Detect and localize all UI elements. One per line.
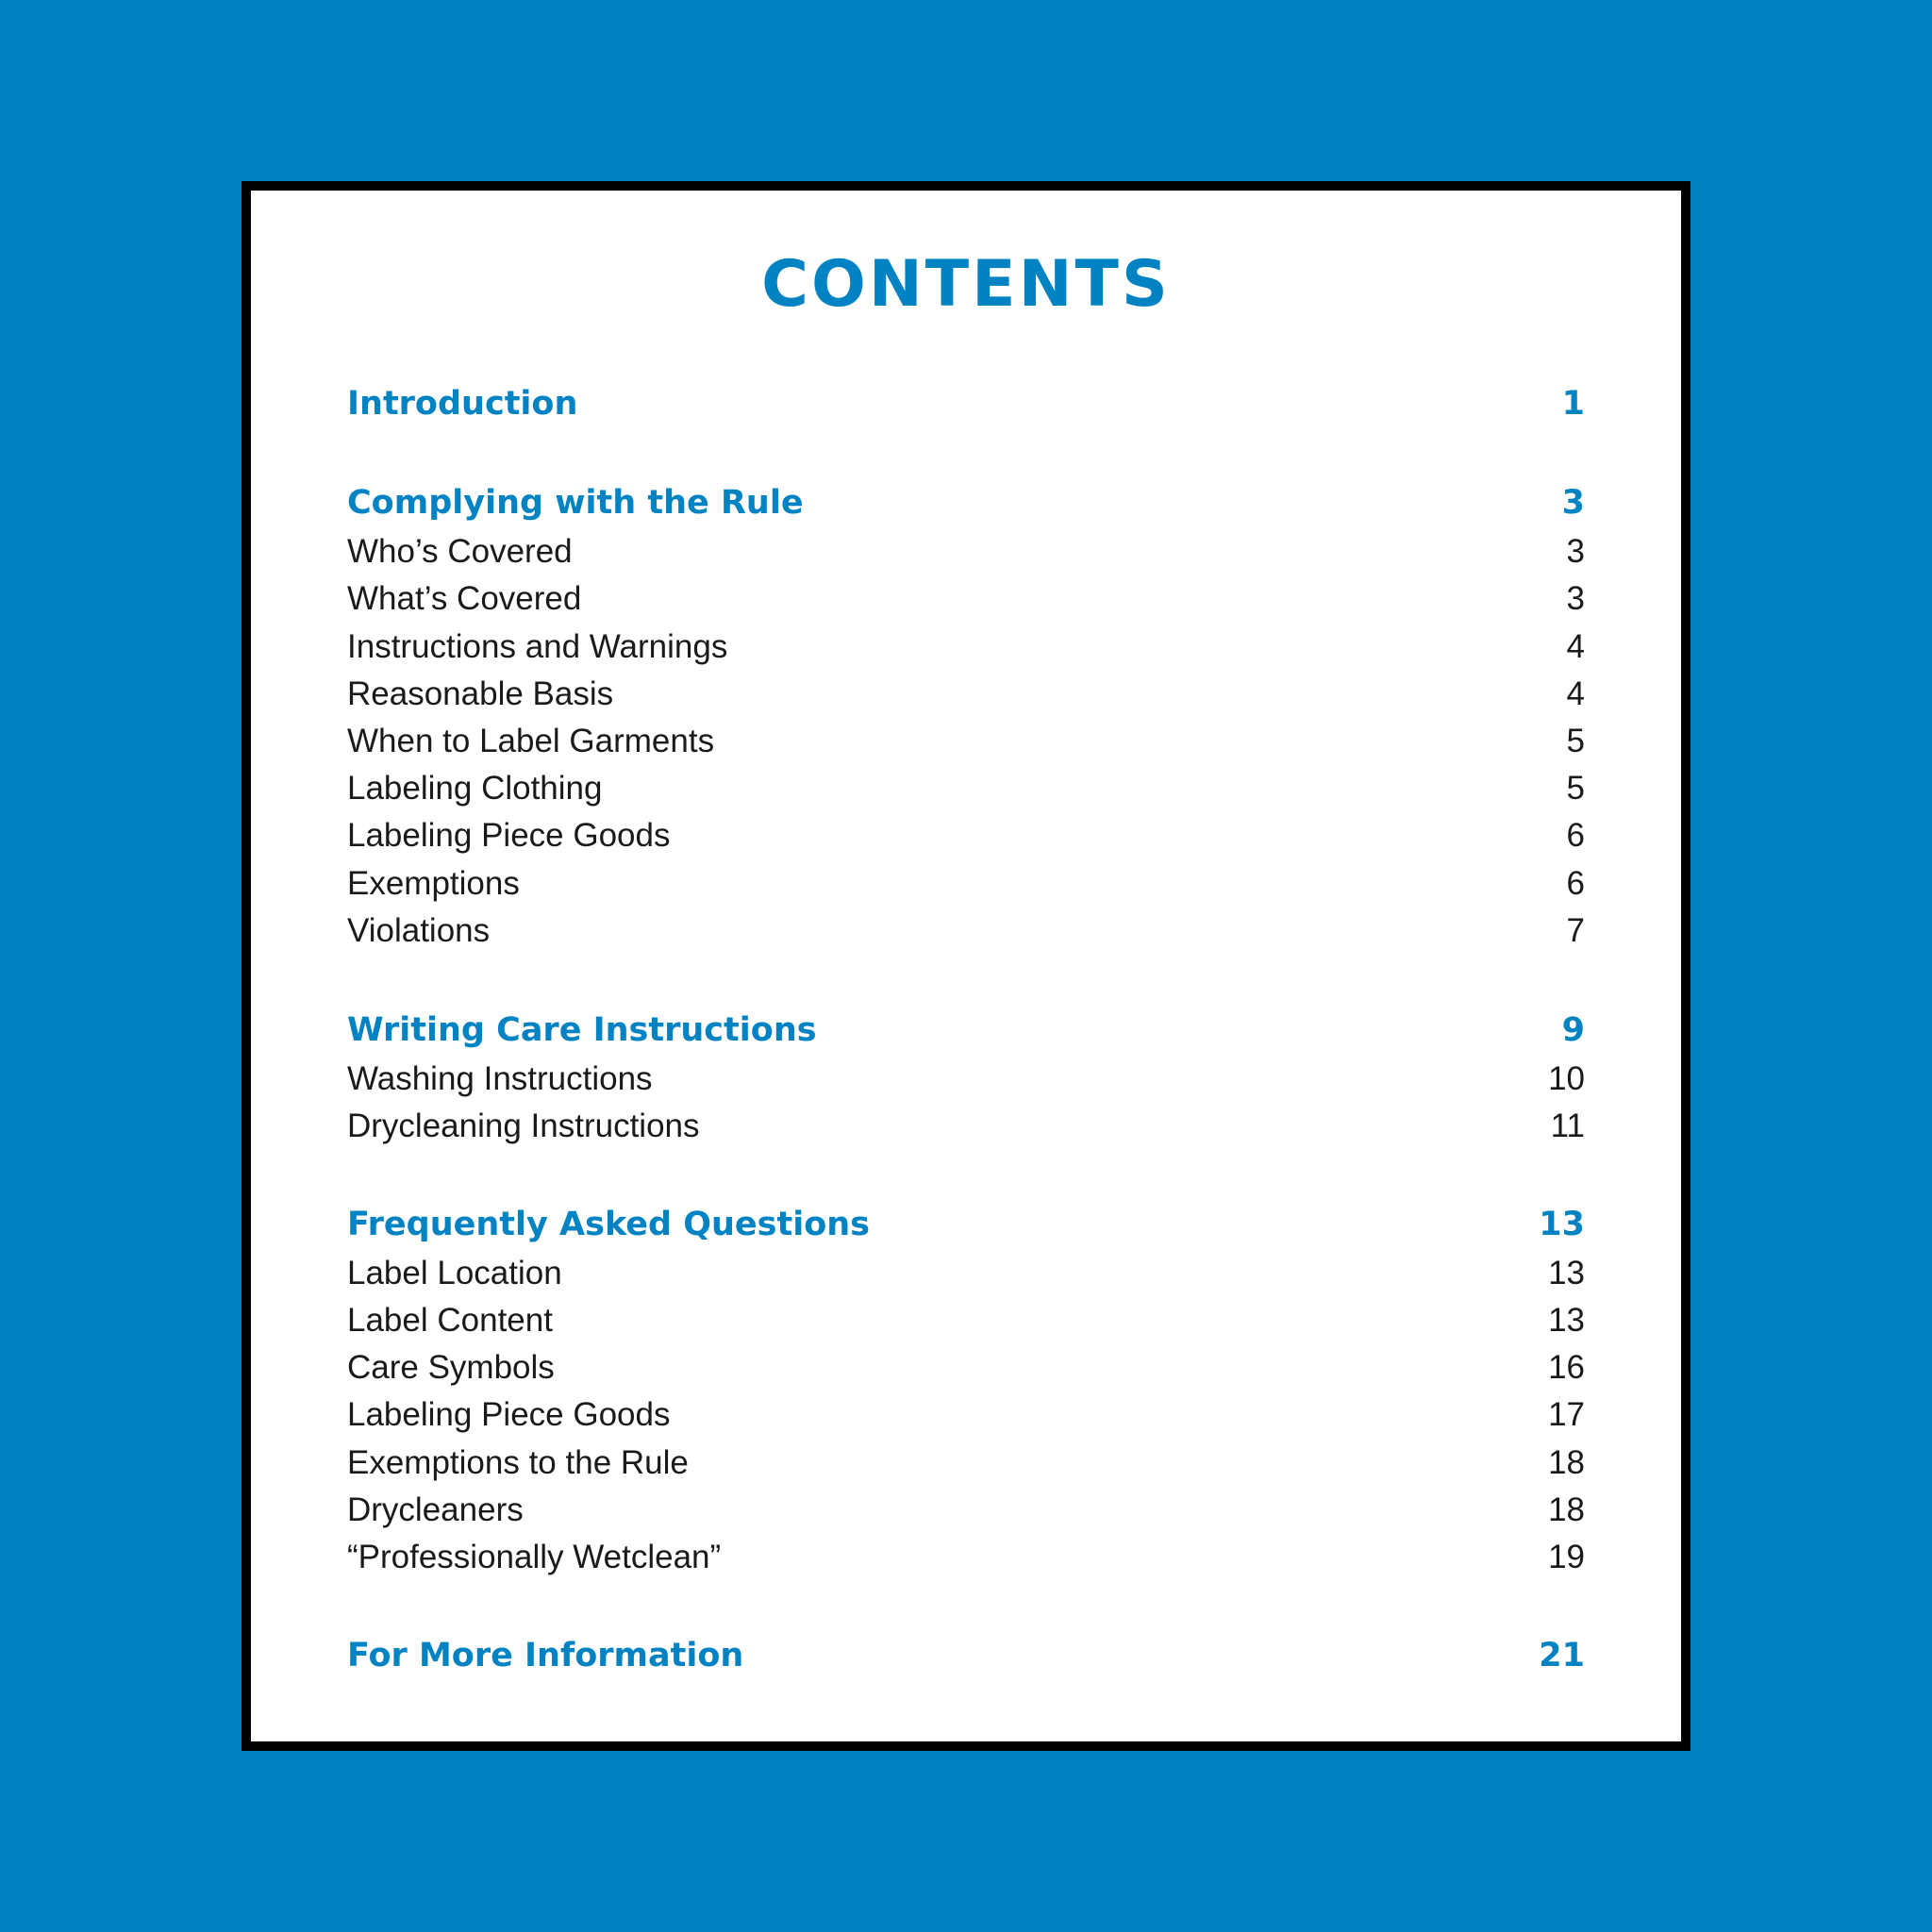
- item-page: 6: [1566, 865, 1585, 902]
- toc-item-exemptions[interactable]: [347, 860, 1585, 908]
- toc-item-labeling-clothing[interactable]: [347, 765, 1585, 812]
- toc-item-when-to-label-garments[interactable]: [347, 718, 1585, 765]
- toc-item-washing-instructions[interactable]: [347, 1056, 1585, 1103]
- section-page: 3: [1561, 484, 1585, 522]
- toc-item-reasonable-basis[interactable]: [347, 671, 1585, 718]
- item-page: 4: [1566, 675, 1585, 712]
- toc-item-whats-covered[interactable]: [347, 575, 1585, 623]
- toc-item-exemptions-to-the-rule[interactable]: [347, 1440, 1585, 1487]
- item-title: Label Location: [347, 1255, 562, 1291]
- contents-card: [242, 181, 1690, 1751]
- toc-item-drycleaners[interactable]: [347, 1487, 1585, 1534]
- table-of-contents: [347, 191, 1585, 1741]
- toc-item-professionally-wetclean[interactable]: [347, 1534, 1585, 1581]
- item-title: Reasonable Basis: [347, 675, 614, 712]
- item-title: Exemptions: [347, 865, 520, 902]
- item-title: Care Symbols: [347, 1349, 555, 1386]
- section-title: Introduction: [347, 385, 578, 423]
- toc-item-instructions-and-warnings[interactable]: [347, 624, 1585, 671]
- item-page: 11: [1550, 1108, 1585, 1144]
- section-for-more-information[interactable]: [347, 1632, 1585, 1679]
- toc-item-labeling-piece-goods-faq[interactable]: [347, 1391, 1585, 1439]
- item-title: Drycleaners: [347, 1491, 524, 1528]
- item-title: When to Label Garments: [347, 723, 715, 759]
- toc-item-label-content[interactable]: [347, 1297, 1585, 1344]
- toc-item-label-location[interactable]: [347, 1250, 1585, 1297]
- item-page: 19: [1548, 1539, 1585, 1575]
- item-page: 3: [1566, 580, 1585, 617]
- item-title: “Professionally Wetclean”: [347, 1539, 722, 1575]
- toc-item-care-symbols[interactable]: [347, 1344, 1585, 1391]
- item-title: Labeling Piece Goods: [347, 1396, 671, 1433]
- item-page: 4: [1566, 628, 1585, 665]
- contents-title: CONTENTS: [761, 247, 1171, 322]
- item-page: 13: [1548, 1302, 1585, 1339]
- item-page: 5: [1566, 723, 1585, 759]
- item-title: Label Content: [347, 1302, 553, 1339]
- section-page: 9: [1561, 1011, 1585, 1049]
- item-page: 16: [1548, 1349, 1585, 1386]
- item-page: 18: [1548, 1491, 1585, 1528]
- item-page: 18: [1548, 1444, 1585, 1481]
- section-title: Frequently Asked Questions: [347, 1206, 871, 1243]
- item-page: 3: [1566, 533, 1585, 570]
- section-title: Complying with the Rule: [347, 484, 804, 522]
- item-page: 5: [1566, 770, 1585, 807]
- item-title: Instructions and Warnings: [347, 628, 728, 665]
- toc-item-whos-covered[interactable]: [347, 528, 1585, 575]
- item-page: 17: [1548, 1396, 1585, 1433]
- item-title: Who’s Covered: [347, 533, 573, 570]
- toc-item-labeling-piece-goods[interactable]: [347, 812, 1585, 859]
- section-introduction[interactable]: [347, 380, 1585, 427]
- toc-item-violations[interactable]: [347, 908, 1585, 955]
- toc-item-drycleaning-instructions[interactable]: [347, 1103, 1585, 1150]
- section-page: 21: [1539, 1637, 1585, 1674]
- item-title: Exemptions to the Rule: [347, 1444, 689, 1481]
- item-title: Labeling Clothing: [347, 770, 603, 807]
- item-page: 6: [1566, 817, 1585, 854]
- item-title: Drycleaning Instructions: [347, 1108, 700, 1144]
- section-page: 13: [1539, 1206, 1585, 1243]
- item-title: What’s Covered: [347, 580, 582, 617]
- section-title: Writing Care Instructions: [347, 1011, 817, 1049]
- item-title: Violations: [347, 912, 491, 949]
- item-title: Washing Instructions: [347, 1060, 653, 1097]
- section-frequently-asked-questions[interactable]: [347, 1201, 1585, 1248]
- section-page: 1: [1561, 385, 1585, 423]
- item-page: 10: [1548, 1060, 1585, 1097]
- section-complying-with-the-rule[interactable]: [347, 479, 1585, 526]
- item-page: 7: [1566, 912, 1585, 949]
- item-page: 13: [1548, 1255, 1585, 1291]
- item-title: Labeling Piece Goods: [347, 817, 671, 854]
- section-title: For More Information: [347, 1637, 744, 1674]
- section-writing-care-instructions[interactable]: [347, 1007, 1585, 1054]
